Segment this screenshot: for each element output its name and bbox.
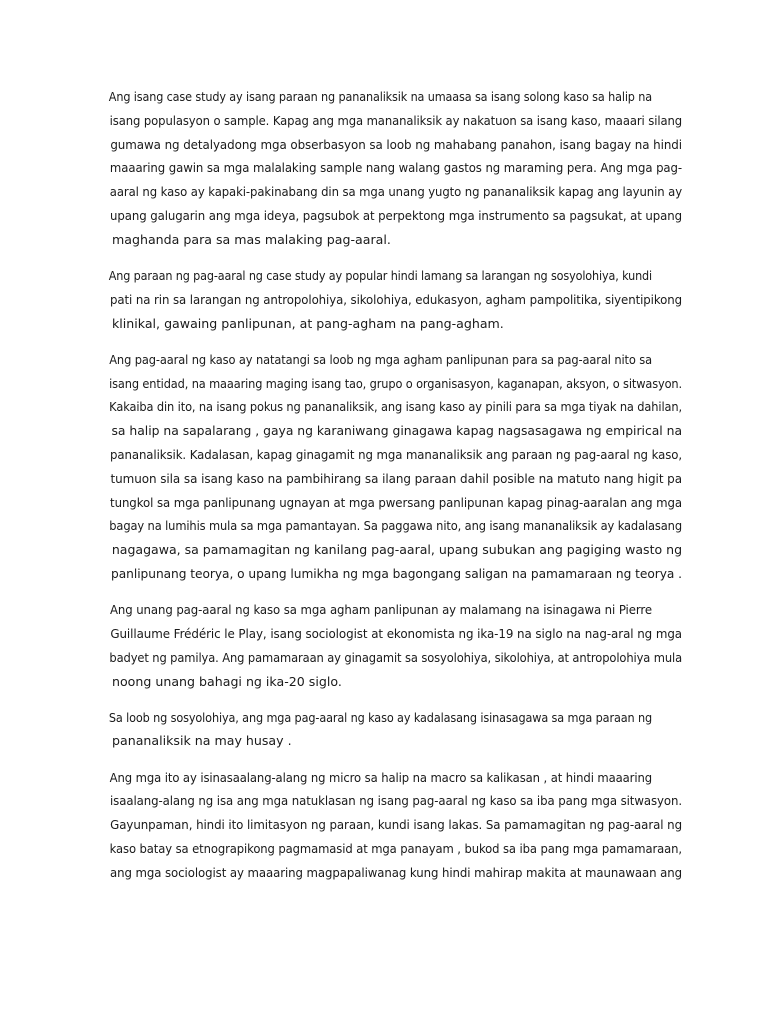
text-line: Guillaume Frédéric le Play, isang sociologist at ekonomista ng ika-19 na siglo na nag-aral ng mga: [110, 625, 683, 641]
text-line: pananaliksik na may husay .: [112, 733, 292, 749]
text-line: maaaring gawin sa mga malalaking sample nang walang gastos ng maraming pera. Ang mga pag-: [109, 160, 683, 176]
text-line: bagay na lumihis mula sa mga pamantayan. Sa paggawa nito, ang isang mananaliksik ay kadalasang: [109, 518, 682, 534]
text-line: noong unang bahagi ng ika-20 siglo.: [112, 673, 342, 689]
text-line: tungkol sa mga panlipunang ugnayan at mga pwersang panlipunan kapag pinag-aaralan ang mga: [110, 494, 683, 510]
text-line: maghanda para sa mas malaking pag-aaral.: [112, 231, 391, 247]
paragraph: [82, 598, 682, 693]
paragraph: [82, 766, 682, 885]
text-line: Ang isang case study ay isang paraan ng pananaliksik na umaasa sa isang solong kaso sa halip na: [108, 89, 652, 104]
text-line: pati na rin sa larangan ng antropolohiya, sikolohiya, edukasyon, agham pampolitika, siyentipikong: [110, 291, 683, 307]
text-line: klinikal, gawaing panlipunan, at pang-agham na pang-agham.: [112, 315, 504, 331]
text-line: Ang paraan ng pag-aaral ng case study ay popular hindi lamang sa larangan ng sosyolohiya, kundi: [108, 267, 653, 283]
text-line: ang mga sociologist ay maaaring magpapaliwanag kung hindi mahirap makita at maunawaan ang: [110, 864, 682, 880]
text-line: Ang unang pag-aaral ng kaso sa mga agham panlipunan ay malamang na isinagawa ni Pierre: [109, 602, 652, 618]
text-line: nagagawa, sa pamamagitan ng kanilang pag-aaral, upang subukan ang pagiging wasto ng: [111, 542, 683, 558]
text-line: panlipunang teorya, o upang lumikha ng mga bagongang saligan na pamamaraan ng teorya .: [111, 565, 682, 581]
text-line: Ang pag-aaral ng kaso ay natatangi sa loob ng mga agham panlipunan para sa pag-aaral nito sa: [109, 351, 652, 367]
text-line: Ang mga ito ay isinasaalang-alang ng micro sa halip na macro sa kalikasan , at hindi maaaring: [109, 769, 653, 785]
text-line: aaral ng kaso ay kapaki-pakinabang din sa mga unang yugto ng pananaliksik kapag ang layunin ay: [109, 184, 683, 200]
paragraph: [82, 706, 682, 754]
text-line: pananaliksik. Kadalasan, kapag ginagamit ng mga mananaliksik ang paraan ng pag-aaral ng kaso,: [109, 446, 682, 462]
text-line: sa halip na sapalarang , gaya ng karaniwang ginagawa kapag nagsasagawa ng empirical na: [111, 423, 683, 439]
text-line: Sa loob ng sosyolohiya, ang mga pag-aaral ng kaso ay kadalasang isinasagawa sa mga paraan ng: [108, 709, 653, 725]
text-line: tumuon sila sa isang kaso na pambihirang sa ilang paraan dahil posible na matuto nang higit pa: [110, 470, 682, 486]
text-line: Gayunpaman, hindi ito limitasyon ng paraan, kundi isang lakas. Sa pamamagitan ng pag-aaral ng: [110, 817, 683, 833]
text-line: isang entidad, na maaaring maging isang tao, grupo o organisasyon, kaganapan, aksyon, o sitwasyon.: [109, 375, 683, 391]
paragraph: [82, 264, 682, 335]
document-body: [82, 85, 682, 897]
text-line: isaalang-alang ng isa ang mga natuklasan ng isang pag-aaral ng kaso sa iba pang mga sitwasyon.: [110, 793, 682, 809]
text-line: upang galugarin ang mga ideya, pagsubok at perpektong mga instrumento sa pagsukat, at upang: [110, 207, 683, 223]
text-line: isang populasyon o sample. Kapag ang mga mananaliksik ay nakatuon sa isang kaso, maaari silang: [109, 112, 683, 128]
paragraph: [82, 348, 682, 586]
text-line: Kakaiba din ito, na isang pokus ng pananaliksik, ang isang kaso ay pinili para sa mga tiyak na dahilan,: [109, 399, 682, 415]
text-line: badyet ng pamilya. Ang pamamaraan ay ginagamit sa sosyolohiya, sikolohiya, at antropolohiya mula: [109, 649, 683, 665]
paragraph: [82, 85, 682, 252]
text-line: kaso batay sa etnograpikong pagmamasid at mga panayam , bukod sa iba pang mga pamamaraan,: [109, 841, 683, 857]
text-line: gumawa ng detalyadong mga obserbasyon sa loob ng mahabang panahon, isang bagay na hindi: [110, 136, 683, 152]
